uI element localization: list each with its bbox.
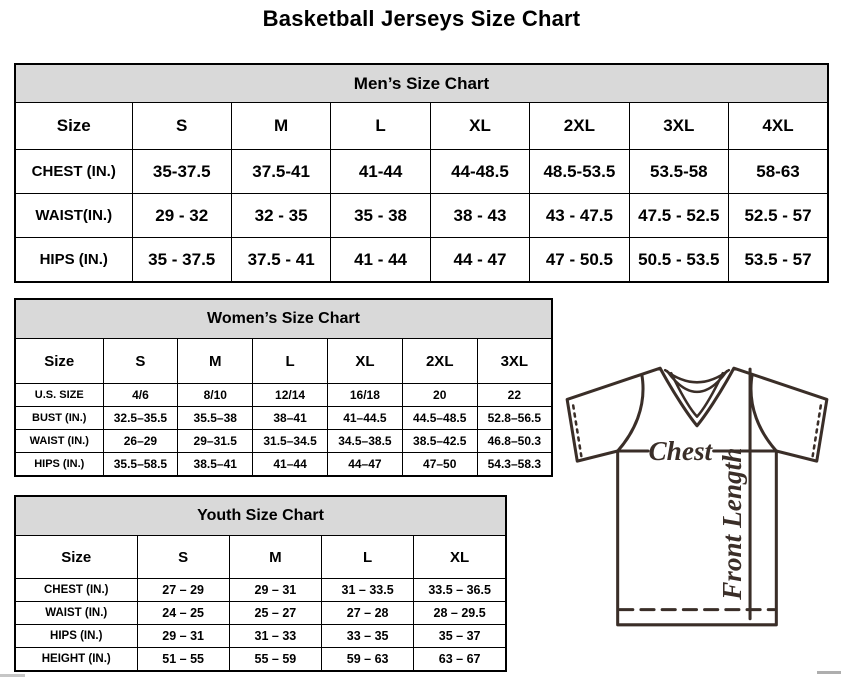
row-label: HEIGHT (IN.) — [15, 648, 137, 672]
table-cell: 29–31.5 — [178, 430, 253, 453]
womens-size-chart-table — [14, 298, 553, 477]
table-row — [15, 150, 828, 194]
table-cell: 32 - 35 — [231, 194, 330, 238]
table-cell: 35 - 37.5 — [132, 238, 231, 283]
table-title-band: Men’s Size Chart — [15, 64, 828, 103]
table-cell: 50.5 - 53.5 — [629, 238, 728, 283]
table-row — [15, 430, 552, 453]
table-cell: 29 - 32 — [132, 194, 231, 238]
front-length-label: Front Length — [716, 447, 747, 600]
table-cell: 28 – 29.5 — [414, 602, 506, 625]
column-header: XL — [327, 339, 402, 384]
table-cell: 33.5 – 36.5 — [414, 579, 506, 602]
column-header: 3XL — [477, 339, 552, 384]
table-cell: 46.8–50.3 — [477, 430, 552, 453]
column-header: S — [103, 339, 178, 384]
table-cell: 51 – 55 — [137, 648, 229, 672]
column-header-row — [15, 339, 552, 384]
table-row — [15, 453, 552, 477]
column-header-row — [15, 536, 506, 579]
table-cell: 47–50 — [402, 453, 477, 477]
column-header: L — [253, 339, 328, 384]
right-armhole-seam — [751, 375, 776, 451]
table-cell: 55 – 59 — [229, 648, 321, 672]
table-cell: 22 — [477, 384, 552, 407]
table-title-band: Youth Size Chart — [15, 496, 506, 536]
table-cell: 44–47 — [327, 453, 402, 477]
table-cell: 8/10 — [178, 384, 253, 407]
table-cell: 31.5–34.5 — [253, 430, 328, 453]
table-cell: 37.5-41 — [231, 150, 330, 194]
column-header: M — [229, 536, 321, 579]
table-row — [15, 384, 552, 407]
column-header: XL — [414, 536, 506, 579]
table-cell: 24 – 25 — [137, 602, 229, 625]
table-cell: 38 - 43 — [430, 194, 529, 238]
row-label: HIPS (IN.) — [15, 625, 137, 648]
table-cell: 47 - 50.5 — [530, 238, 629, 283]
table-cell: 38.5–42.5 — [402, 430, 477, 453]
row-label: HIPS (IN.) — [15, 238, 132, 283]
column-header: L — [322, 536, 414, 579]
table-cell: 33 – 35 — [322, 625, 414, 648]
table-cell: 26–29 — [103, 430, 178, 453]
chest-label: Chest — [648, 436, 713, 467]
row-label: U.S. SIZE — [15, 384, 103, 407]
table-cell: 37.5 - 41 — [231, 238, 330, 283]
youth-size-chart-table — [14, 495, 507, 672]
table-row — [15, 648, 506, 672]
table-cell: 29 – 31 — [229, 579, 321, 602]
table-cell: 16/18 — [327, 384, 402, 407]
table-cell: 27 – 29 — [137, 579, 229, 602]
table-cell: 25 – 27 — [229, 602, 321, 625]
table-row — [15, 194, 828, 238]
row-label: WAIST(IN.) — [15, 194, 132, 238]
column-header: 3XL — [629, 103, 728, 150]
table-cell: 54.3–58.3 — [477, 453, 552, 477]
column-header: XL — [430, 103, 529, 150]
table-cell: 34.5–38.5 — [327, 430, 402, 453]
table-cell: 63 – 67 — [414, 648, 506, 672]
table-row — [15, 579, 506, 602]
horizontal-scrollbar-fragment[interactable] — [0, 674, 25, 677]
table-row — [15, 407, 552, 430]
table-cell: 35 - 38 — [331, 194, 430, 238]
row-label: HIPS (IN.) — [15, 453, 103, 477]
mens-size-chart-table — [14, 63, 829, 283]
column-header: M — [178, 339, 253, 384]
row-label: WAIST (IN.) — [15, 602, 137, 625]
row-label: WAIST (IN.) — [15, 430, 103, 453]
table-cell: 20 — [402, 384, 477, 407]
row-label: CHEST (IN.) — [15, 150, 132, 194]
column-header: L — [331, 103, 430, 150]
table-cell: 59 – 63 — [322, 648, 414, 672]
table-cell: 52.5 - 57 — [729, 194, 828, 238]
column-header: Size — [15, 103, 132, 150]
table-cell: 29 – 31 — [137, 625, 229, 648]
table-cell: 44-48.5 — [430, 150, 529, 194]
table-cell: 12/14 — [253, 384, 328, 407]
column-header: 2XL — [402, 339, 477, 384]
table-cell: 35.5–38 — [178, 407, 253, 430]
table-row — [15, 625, 506, 648]
table-cell: 44 - 47 — [430, 238, 529, 283]
column-header: 4XL — [729, 103, 828, 150]
table-cell: 32.5–35.5 — [103, 407, 178, 430]
table-cell: 53.5-58 — [629, 150, 728, 194]
table-cell: 44.5–48.5 — [402, 407, 477, 430]
row-label: CHEST (IN.) — [15, 579, 137, 602]
table-cell: 53.5 - 57 — [729, 238, 828, 283]
column-header: Size — [15, 536, 137, 579]
column-header: S — [132, 103, 231, 150]
table-cell: 41 - 44 — [331, 238, 430, 283]
horizontal-scrollbar-fragment[interactable] — [817, 671, 841, 674]
column-header: Size — [15, 339, 103, 384]
table-row — [15, 602, 506, 625]
table-title-band: Women’s Size Chart — [15, 299, 552, 339]
table-cell: 4/6 — [103, 384, 178, 407]
table-cell: 31 – 33.5 — [322, 579, 414, 602]
left-armhole-seam — [618, 375, 643, 451]
table-cell: 35 – 37 — [414, 625, 506, 648]
table-cell: 41-44 — [331, 150, 430, 194]
column-header-row — [15, 103, 828, 150]
table-cell: 41–44.5 — [327, 407, 402, 430]
table-cell: 35.5–58.5 — [103, 453, 178, 477]
table-cell: 48.5-53.5 — [530, 150, 629, 194]
table-cell: 41–44 — [253, 453, 328, 477]
table-row — [15, 238, 828, 283]
table-cell: 27 – 28 — [322, 602, 414, 625]
table-cell: 58-63 — [729, 150, 828, 194]
jersey-outline — [567, 368, 827, 625]
column-header: S — [137, 536, 229, 579]
column-header: 2XL — [530, 103, 629, 150]
column-header: M — [231, 103, 330, 150]
row-label: BUST (IN.) — [15, 407, 103, 430]
table-cell: 38.5–41 — [178, 453, 253, 477]
table-cell: 43 - 47.5 — [530, 194, 629, 238]
table-cell: 47.5 - 52.5 — [629, 194, 728, 238]
table-cell: 52.8–56.5 — [477, 407, 552, 430]
jersey-measurement-diagram — [553, 353, 841, 643]
table-cell: 35-37.5 — [132, 150, 231, 194]
table-cell: 38–41 — [253, 407, 328, 430]
table-cell: 31 – 33 — [229, 625, 321, 648]
page-title: Basketball Jerseys Size Chart — [262, 6, 581, 31]
